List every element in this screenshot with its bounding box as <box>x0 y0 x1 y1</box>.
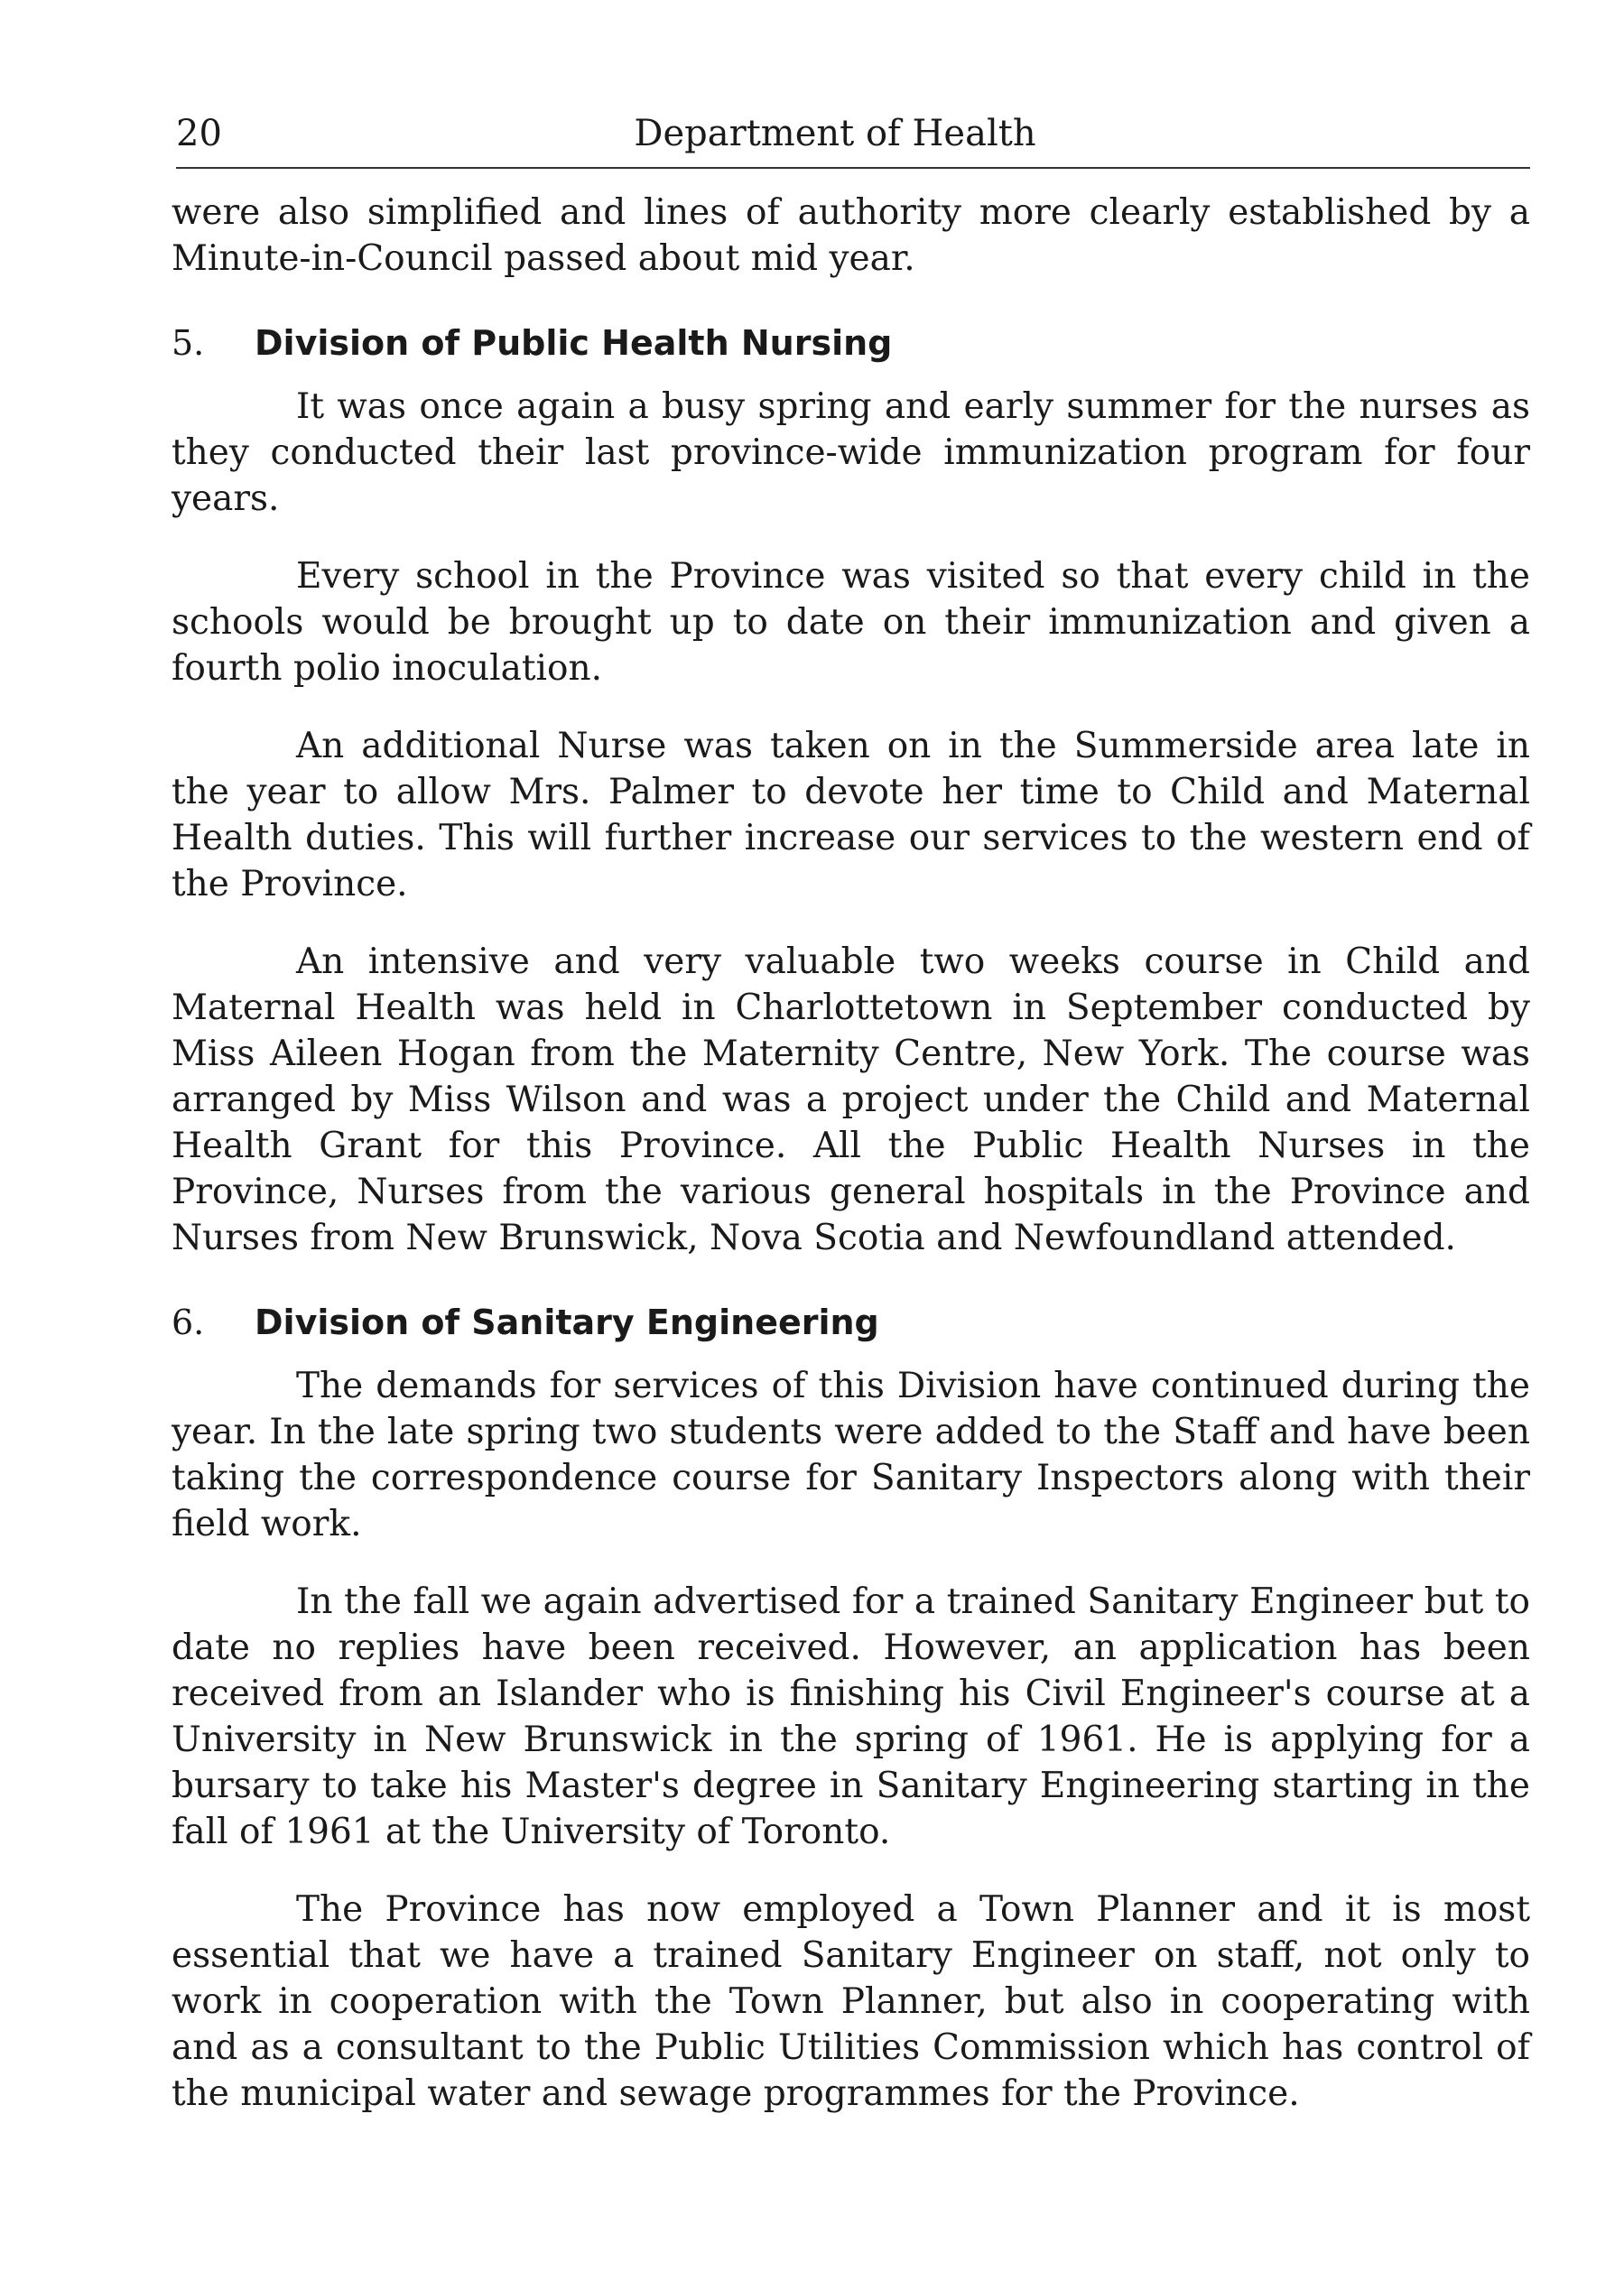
body-paragraph: The demands for services of this Division have continued during the year. In the late spring two students were added to the Staff and have been taking the correspondence course for Sanitary Inspectors along with their field work. <box>172 1366 1530 1544</box>
header-rule <box>176 167 1530 169</box>
body-paragraph: It was once again a busy spring and early summer for the nurses as they conducted their last province-wide immunization program for four years. <box>172 386 1530 519</box>
running-header <box>176 107 1530 161</box>
section-number: 6. <box>172 1303 205 1342</box>
body-paragraph: An intensive and very valuable two weeks course in Child and Maternal Health was held in Charlottetown in September conducted by Miss Aileen Hogan from the Maternity Centre, New York. The course was arranged by Miss Wilson and was a project under the Child and Maternal Health Grant for this Province. All the Public Health Nurses in the Province, Nurses from the various general hospitals in the Province and Nurses from New Brunswick, Nova Scotia and Newfoundland attended. <box>172 941 1530 1258</box>
section-title: Division of Public Health Nursing <box>255 323 893 363</box>
page-number: 20 <box>176 113 222 154</box>
running-title: Department of Health <box>634 113 1036 154</box>
body-paragraph: In the fall we again advertised for a trained Sanitary Engineer but to date no replies have been received. However, an application has been received from an Islander who is finishing his Civil Engineer's course at a University in New Brunswick in the spring of 1961. He is applying for a bursary to take his Master's degree in Sanitary Engineering starting in the fall of 1961 at the University of Toronto. <box>172 1581 1530 1852</box>
page-body <box>172 190 1530 2117</box>
lead-paragraph: were also simplified and lines of authority more clearly established by a Minute-in-Council passed about mid year. <box>172 192 1530 279</box>
body-paragraph: The Province has now employed a Town Planner and it is most essential that we have a trained Sanitary Engineer on staff, not only to work in cooperation with the Town Planner, but also in cooperating with and as a consultant to the Public Utilities Commission which has control of the municipal water and sewage programmes for the Province. <box>172 1889 1530 2114</box>
section-heading-public-health-nursing <box>172 320 1530 366</box>
section-number: 5. <box>172 323 205 363</box>
body-paragraph: Every school in the Province was visited so that every child in the schools would be brought up to date on their immunization and given a fourth polio inoculation. <box>172 556 1530 689</box>
section-title: Division of Sanitary Engineering <box>255 1303 879 1342</box>
body-paragraph: An additional Nurse was taken on in the Summerside area late in the year to allow Mrs. Palmer to devote her time to Child and Maternal Health duties. This will further increase our services to the western end of the Province. <box>172 726 1530 904</box>
section-heading-sanitary-engineering <box>172 1300 1530 1346</box>
